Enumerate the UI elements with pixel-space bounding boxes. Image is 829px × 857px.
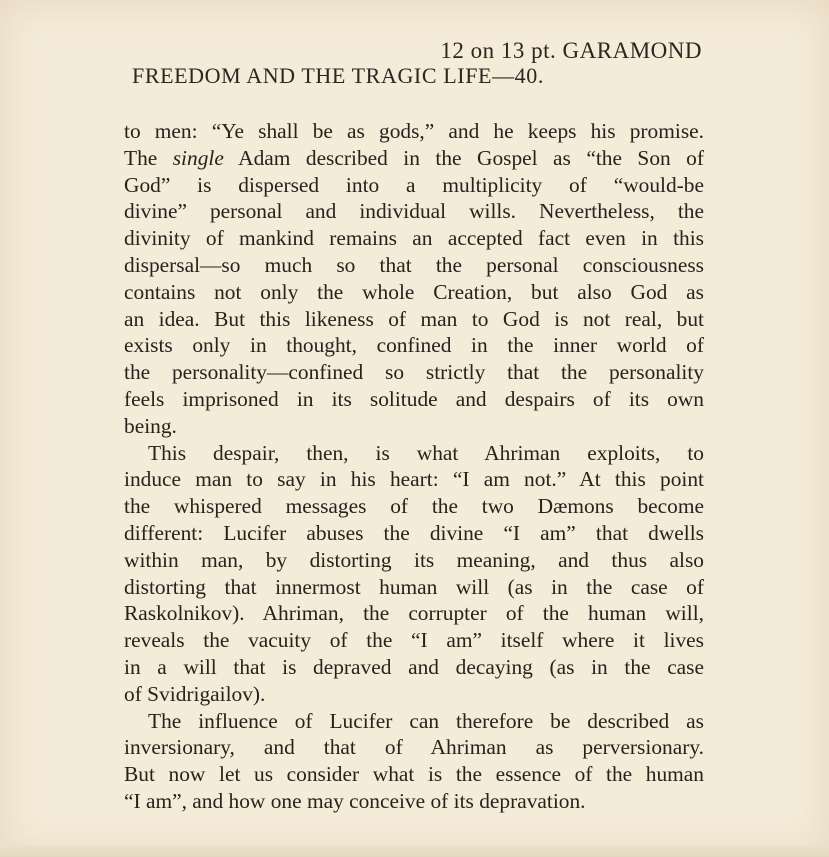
- text-line: Raskolnikov). Ahriman, the corrupter of the human will,: [124, 601, 704, 626]
- text-line: But now let us consider what is the essence of the human: [124, 762, 704, 787]
- text-line: [124, 145, 704, 172]
- text-line: exists only in thought, confined in the inner world of: [124, 333, 704, 358]
- italic-run: single: [172, 145, 224, 170]
- text-line: inversionary, and that of Ahriman as perversionary.: [124, 735, 704, 760]
- text-run: The: [124, 145, 173, 170]
- text-line: to men: “Ye shall be as gods,” and he keeps his promise.: [124, 119, 704, 143]
- paragraph-1: [124, 118, 704, 440]
- text-line: different: Lucifer abuses the divine “I am” that dwells: [124, 520, 704, 545]
- typeface-note: 12 on 13 pt. GARAMOND: [440, 38, 702, 63]
- text-line: within man, by distorting its meaning, and thus also: [124, 547, 704, 572]
- text-line: The influence of Lucifer can therefore be described as: [148, 708, 704, 733]
- text-line: contains not only the whole Creation, but also God as: [124, 279, 704, 304]
- running-title: FREEDOM AND THE TRAGIC LIFE—40.: [132, 63, 544, 88]
- text-line: an idea. But this likeness of man to God is not real, but: [124, 306, 704, 331]
- text-line: dispersal—so much so that the personal consciousness: [124, 252, 704, 277]
- text-line: God” is dispersed into a multiplicity of “would-be: [124, 172, 704, 197]
- page-bottom-edge: [0, 845, 829, 857]
- text-line: feels imprisoned in its solitude and despairs of its own: [124, 386, 704, 411]
- body-text: [124, 118, 704, 815]
- text-line: of Svidrigailov).: [124, 681, 266, 706]
- text-line: divine” personal and individual wills. Nevertheless, the: [124, 199, 704, 224]
- text-line: reveals the vacuity of the “I am” itself where it lives: [124, 628, 704, 653]
- text-line: induce man to say in his heart: “I am not.” At this point: [124, 467, 704, 492]
- text-line: the whispered messages of the two Dæmons become: [124, 494, 704, 519]
- text-line: This despair, then, is what Ahriman exploits, to: [148, 440, 704, 465]
- text-line: in a will that is depraved and decaying (as in the case: [124, 654, 704, 679]
- text-run: Adam described in the Gospel as “the Son of: [223, 145, 705, 170]
- text-line: the personality—confined so strictly that the personality: [124, 360, 704, 385]
- text-line: distorting that innermost human will (as in the case of: [124, 574, 704, 599]
- text-line: being.: [124, 413, 177, 438]
- paragraph-2: [124, 440, 704, 708]
- text-line: divinity of mankind remains an accepted fact even in this: [124, 226, 704, 251]
- paragraph-3: [124, 708, 704, 815]
- text-line: “I am”, and how one may conceive of its depravation.: [124, 788, 586, 813]
